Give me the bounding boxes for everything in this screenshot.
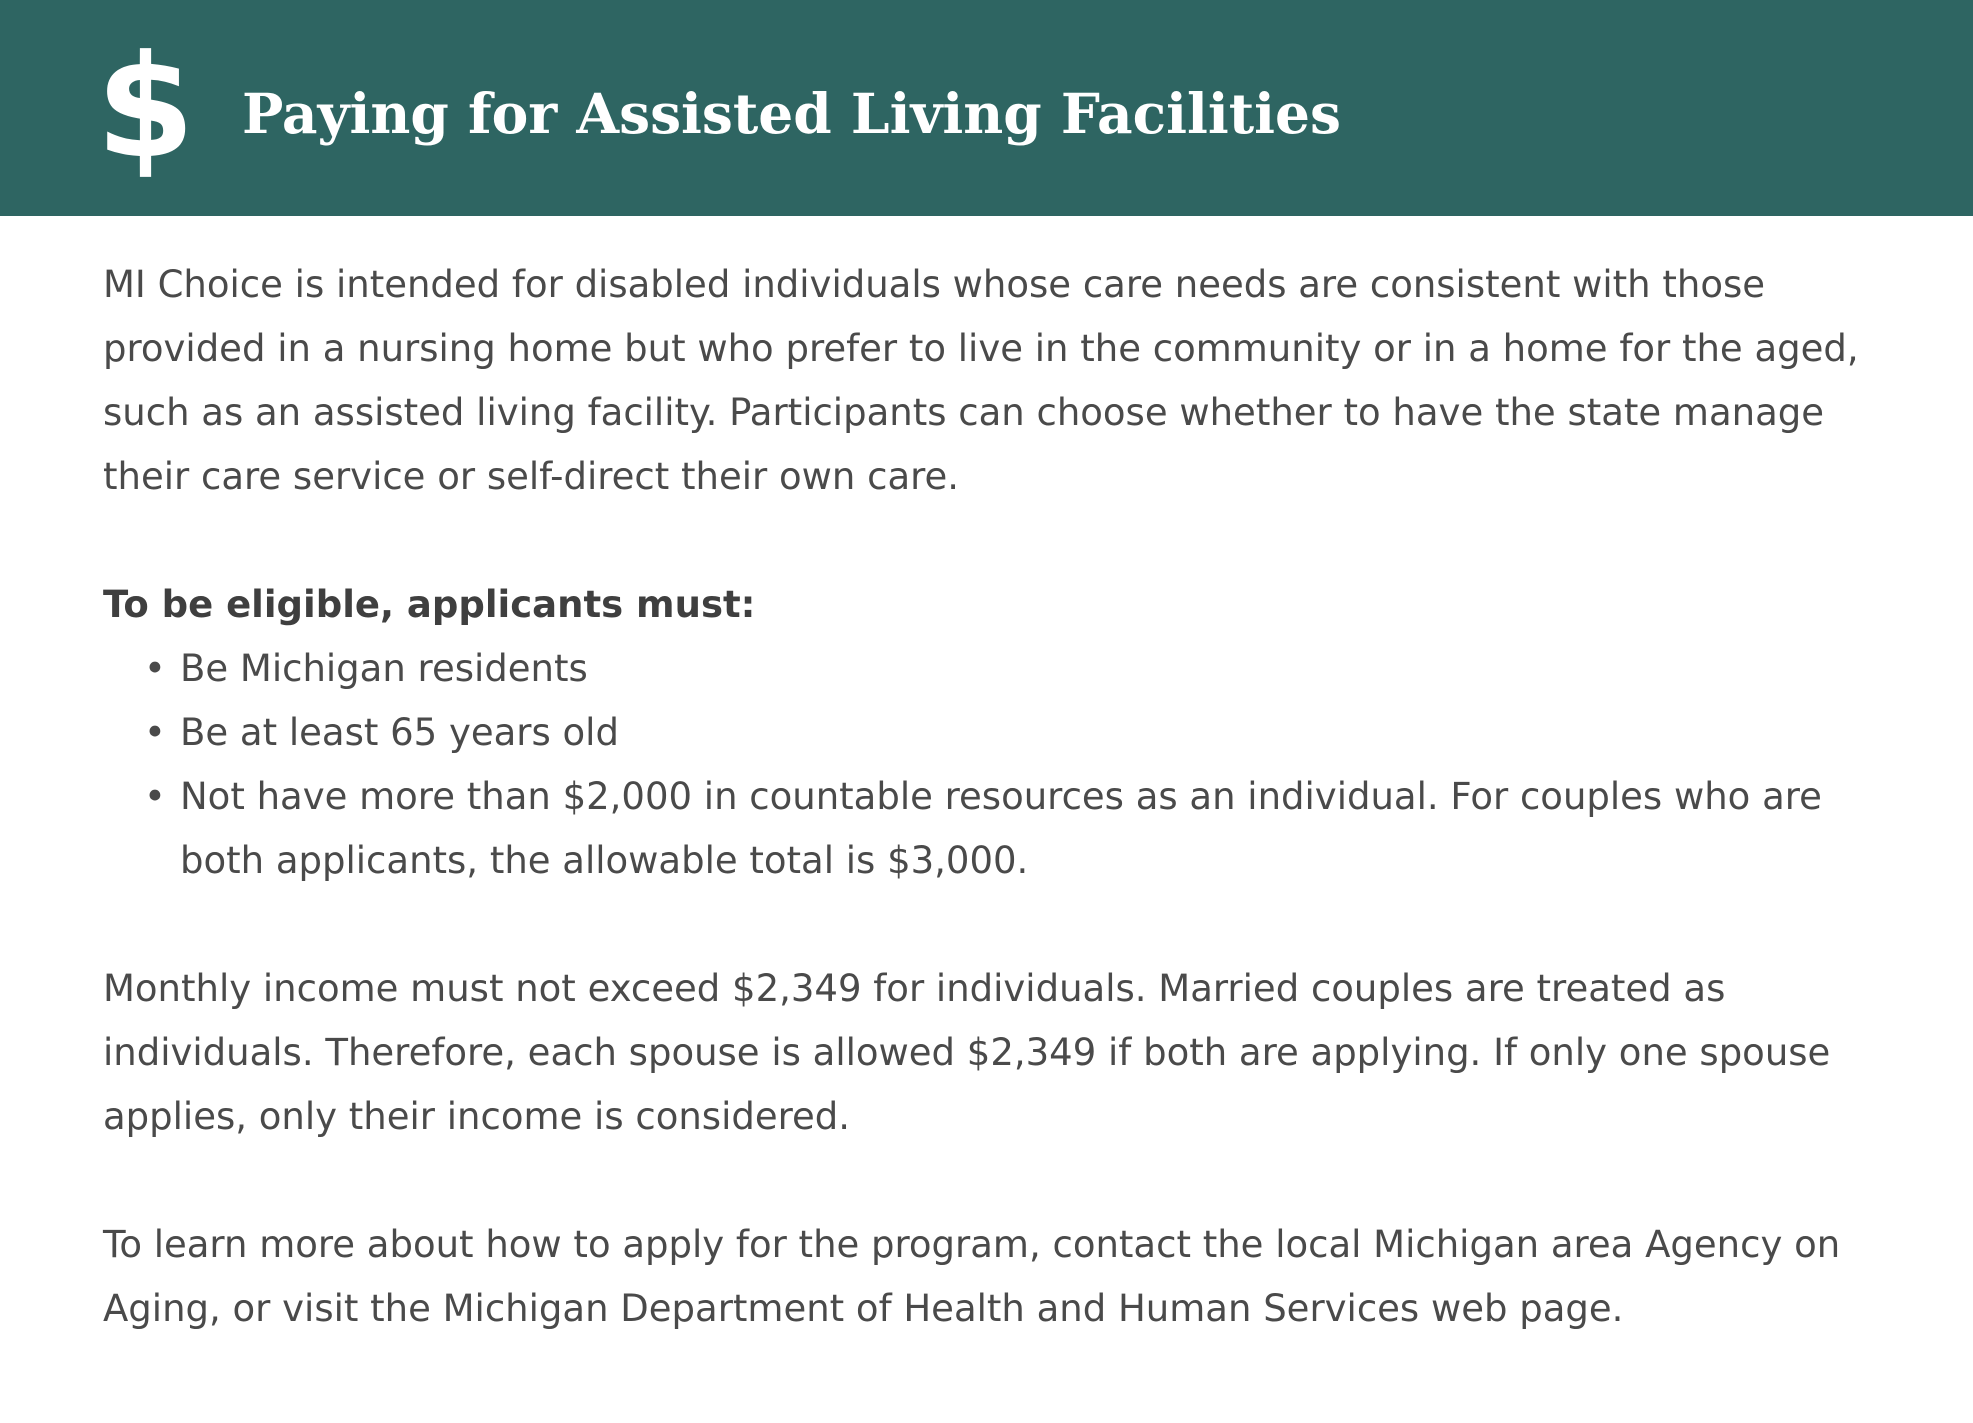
list-item-text: Be at least 65 years old [180, 711, 619, 754]
page-title: Paying for Assisted Living Facilities [242, 81, 1342, 146]
list-item-text: Not have more than $2,000 in countable resources as an individual. For couples who are both applicants, the allowable total is $3,000. [180, 775, 1822, 882]
eligibility-list [103, 637, 1873, 893]
header-banner [0, 0, 1973, 216]
bullet-icon: • [144, 775, 166, 818]
learn-more-paragraph: To learn more about how to apply for the program, contact the local Michigan area Agency on Aging, or visit the Michigan Department of Health and Human Services web page. [103, 1223, 1841, 1330]
list-item [144, 701, 1873, 765]
bullet-icon: • [144, 647, 166, 690]
list-item [144, 637, 1873, 701]
eligibility-heading: To be eligible, applicants must: [103, 583, 756, 626]
bullet-icon: • [144, 711, 166, 754]
dollar-icon: $ [96, 25, 195, 190]
list-item-text: Be Michigan residents [180, 647, 588, 690]
list-item [144, 765, 1873, 893]
income-paragraph: Monthly income must not exceed $2,349 for individuals. Married couples are treated as individuals. Therefore, each spouse is allowed $2,349 if both are applying. If only one spouse applies, only their income is considered. [103, 967, 1831, 1138]
intro-paragraph: MI Choice is intended for disabled individuals whose care needs are consistent with those provided in a nursing home but who prefer to live in the community or in a home for the aged, such as an assisted living facility. Participants can choose whether to have the state manage their care service or self-direct their own care. [103, 263, 1859, 498]
article-body [103, 253, 1873, 1405]
